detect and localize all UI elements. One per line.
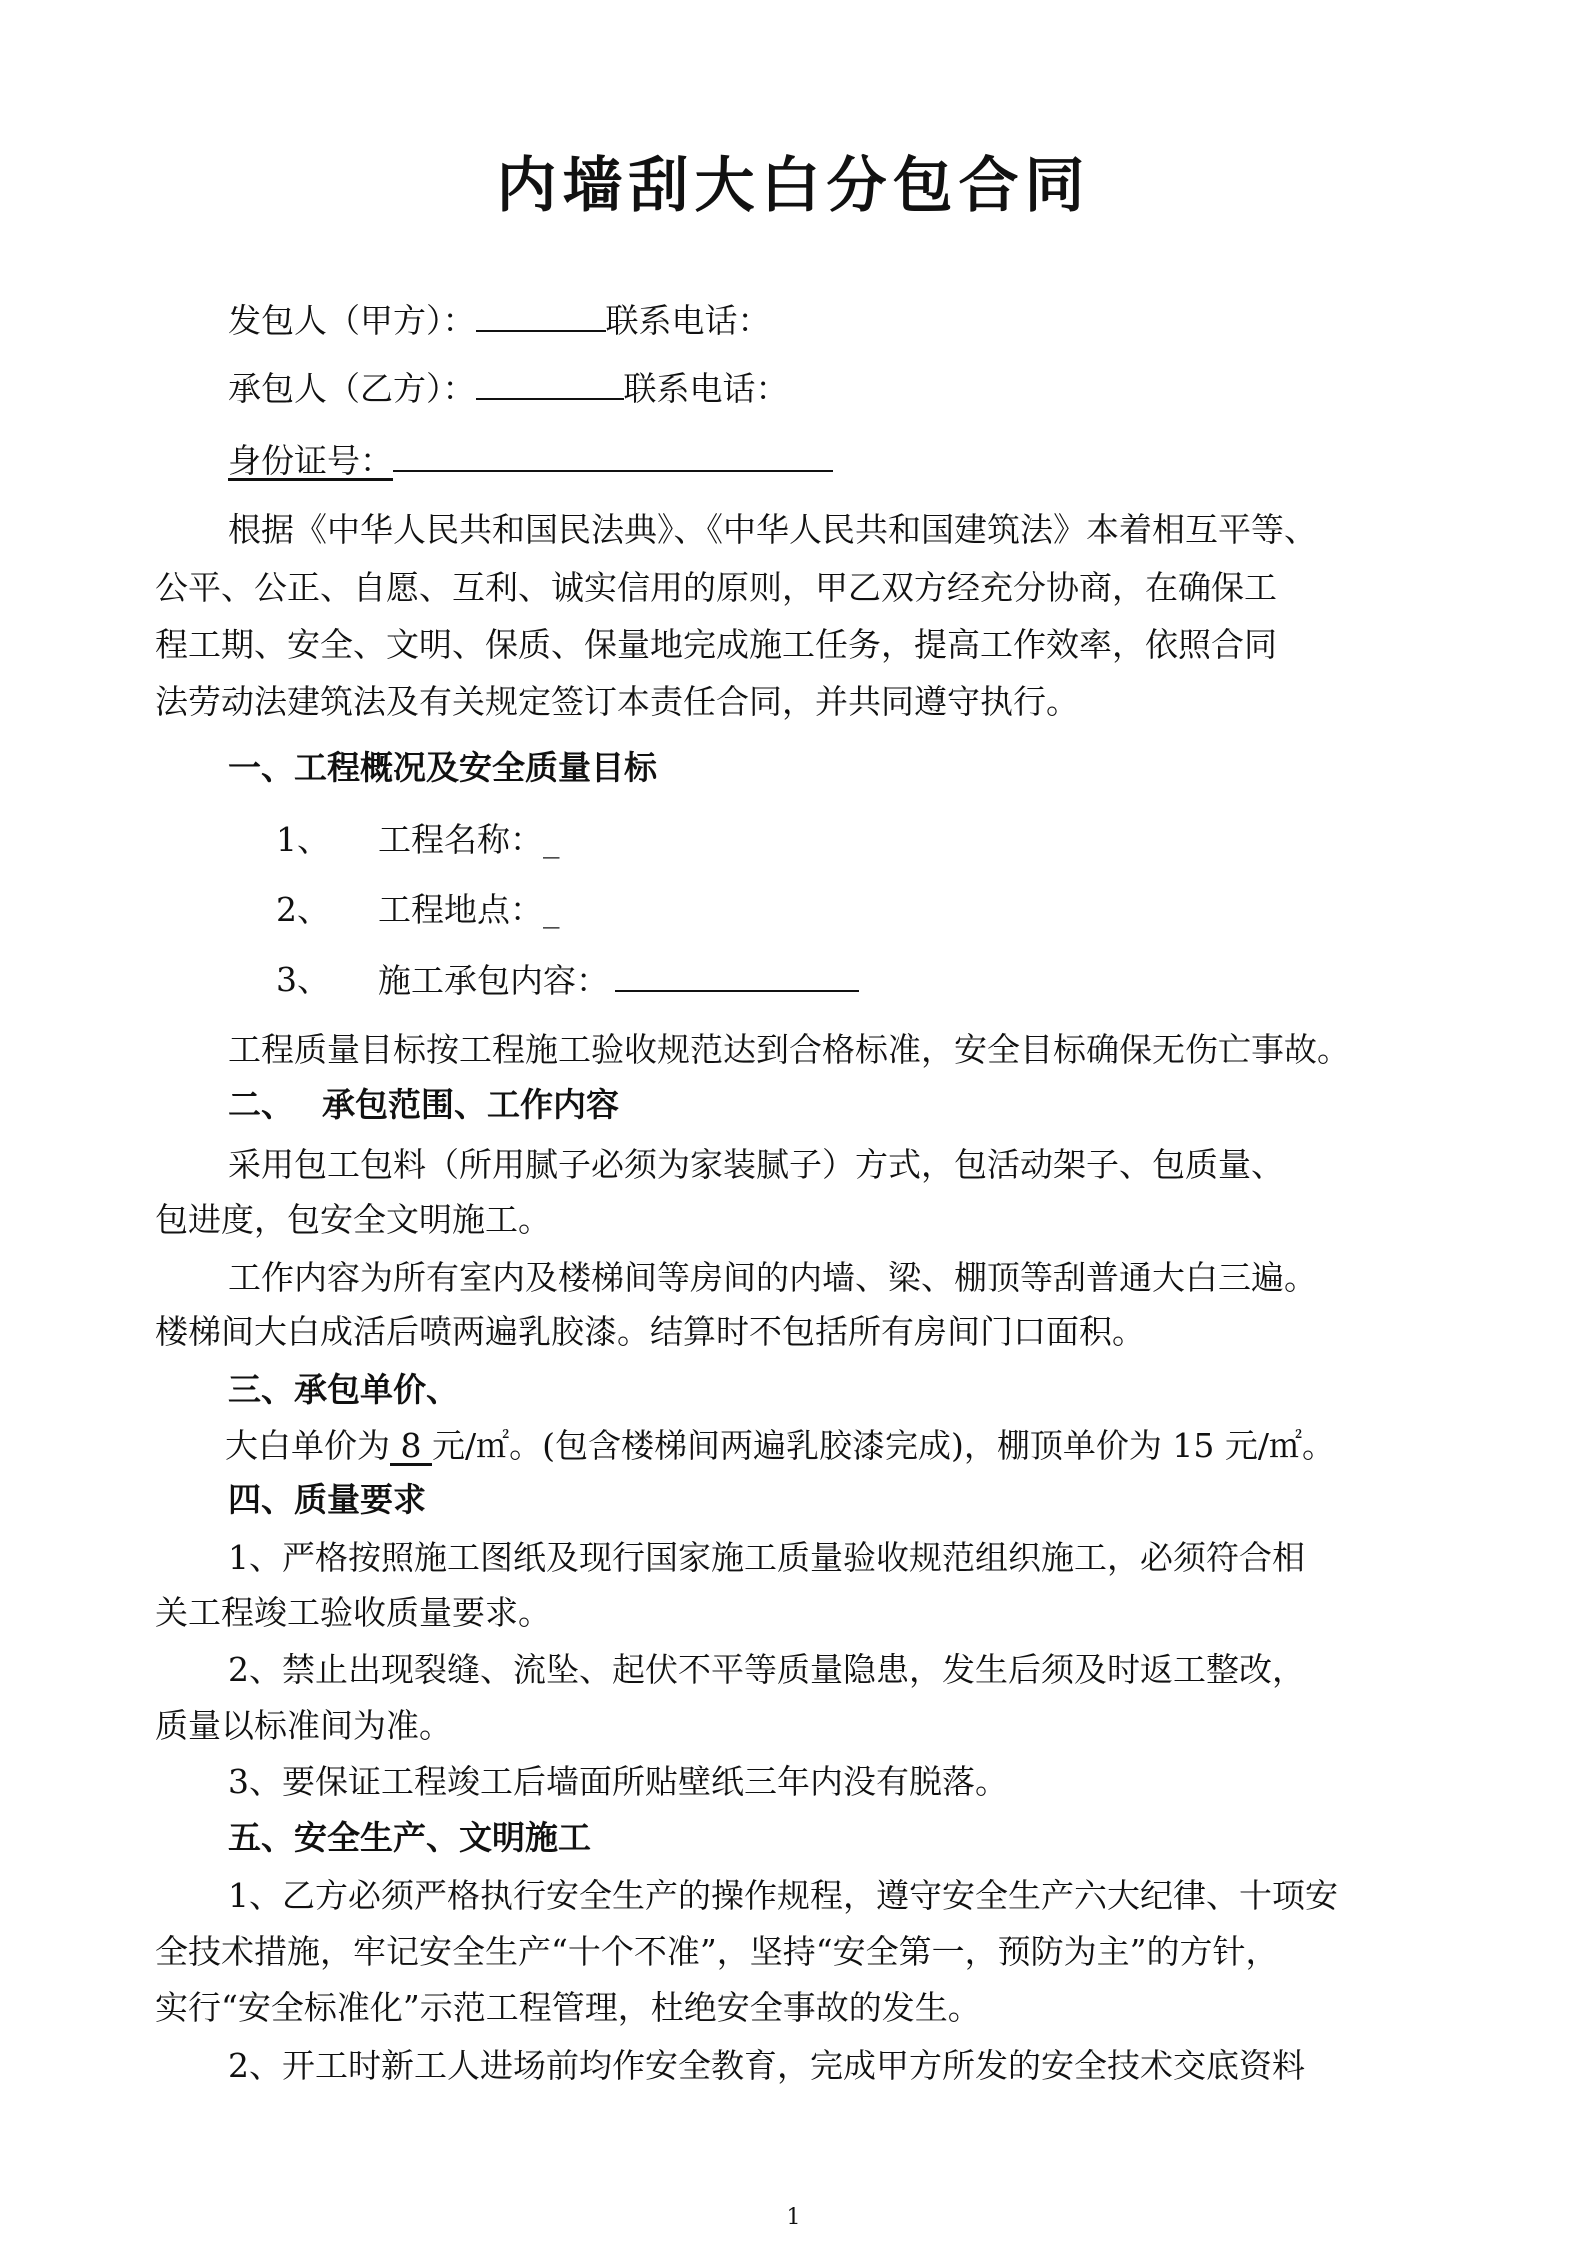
s4-item-3: 3、要保证工程竣工后墙面所贴壁纸三年内没有脱落。 xyxy=(228,1762,1008,1801)
s1-item-3-text: 施工承包内容： xyxy=(378,961,609,1000)
s4-item-2-line-2: 质量以标准间为准。 xyxy=(155,1706,452,1745)
id-number-blank xyxy=(393,440,833,472)
party-b-line xyxy=(228,368,789,409)
unit-price-value: 8 xyxy=(390,1426,432,1465)
intro-line-2: 公平、公正、自愿、互利、诚实信用的原则，甲乙双方经充分协商，在确保工 xyxy=(155,568,1277,607)
s2-p2-line-1: 工作内容为所有室内及楼梯间等房间的内墙、梁、棚顶等刮普通大白三遍。 xyxy=(228,1258,1317,1297)
party-b-label: 承包人（乙方）： xyxy=(228,369,476,408)
s1-item-3-number: 3、 xyxy=(276,960,330,999)
s1-item-1-number: 1、 xyxy=(276,820,330,859)
id-number-line xyxy=(228,440,833,481)
s2-p1-line-1: 采用包工包料（所用腻子必须为家装腻子）方式，包活动架子、包质量、 xyxy=(228,1145,1284,1184)
s4-item-1-line-1: 1、严格按照施工图纸及现行国家施工质量验收规范组织施工，必须符合相 xyxy=(228,1538,1305,1577)
intro-line-1: 根据《中华人民共和国民法典》、《中华人民共和国建筑法》本着相互平等、 xyxy=(228,510,1317,549)
s1-item-2-number: 2、 xyxy=(276,890,330,929)
section-3-heading: 三、承包单价、 xyxy=(228,1370,459,1409)
s1-item-3-blank xyxy=(615,960,859,992)
party-b-blank xyxy=(476,368,624,400)
s4-item-2-line-1: 2、禁止出现裂缝、流坠、起伏不平等质量隐患，发生后须及时返工整改， xyxy=(228,1650,1305,1689)
section-2-heading-number: 二、 xyxy=(228,1085,294,1124)
section-2-heading-text: 承包范围、工作内容 xyxy=(322,1085,619,1124)
party-a-phone-label: 联系电话： xyxy=(605,301,771,340)
intro-line-4: 法劳动法建筑法及有关规定签订本责任合同，并共同遵守执行。 xyxy=(155,682,1079,721)
s5-item-1-line-1: 1、乙方必须严格执行安全生产的操作规程，遵守安全生产六大纪律、十项安 xyxy=(228,1876,1338,1915)
intro-line-3: 程工期、安全、文明、保质、保量地完成施工任务，提高工作效率，依照合同 xyxy=(155,625,1277,664)
s2-p1-line-2: 包进度，包安全文明施工。 xyxy=(155,1200,551,1239)
s1-item-2-text: 工程地点：_ xyxy=(378,890,560,929)
section-5-heading: 五、安全生产、文明施工 xyxy=(228,1818,591,1857)
s1-item-3-line xyxy=(378,960,859,1001)
document-title: 内墙刮大白分包合同 xyxy=(496,151,1091,221)
s4-item-1-line-2: 关工程竣工验收质量要求。 xyxy=(155,1593,551,1632)
party-a-blank xyxy=(476,300,606,332)
s5-item-1-line-3: 实行“安全标准化”示范工程管理，杜绝安全事故的发生。 xyxy=(155,1988,981,2027)
section-1-heading: 一、工程概况及安全质量目标 xyxy=(228,748,657,787)
s2-p2-line-2: 楼梯间大白成活后喷两遍乳胶漆。结算时不包括所有房间门口面积。 xyxy=(155,1312,1145,1351)
quality-target-line: 工程质量目标按工程施工验收规范达到合格标准，安全目标确保无伤亡事故。 xyxy=(228,1030,1350,1069)
party-b-phone-label: 联系电话： xyxy=(623,369,789,408)
section-4-heading: 四、质量要求 xyxy=(228,1480,426,1519)
party-a-label: 发包人（甲方）： xyxy=(228,301,476,340)
id-number-label: 身份证号： xyxy=(228,441,393,480)
party-a-line xyxy=(228,300,771,341)
page-number: 1 xyxy=(786,2205,801,2230)
s5-item-1-line-2: 全技术措施，牢记安全生产“十个不准”，坚持“安全第一，预防为主”的方针， xyxy=(155,1932,1279,1971)
s1-item-1-text: 工程名称：_ xyxy=(378,820,560,859)
unit-price-prefix: 大白单价为 xyxy=(225,1426,390,1465)
s5-item-2-line-1: 2、开工时新工人进场前均作安全教育，完成甲方所发的安全技术交底资料 xyxy=(228,2046,1305,2085)
unit-price-line xyxy=(225,1426,1335,1466)
unit-price-suffix: 元/㎡。(包含楼梯间两遍乳胶漆完成)，棚顶单价为 15 元/㎡。 xyxy=(431,1426,1335,1465)
